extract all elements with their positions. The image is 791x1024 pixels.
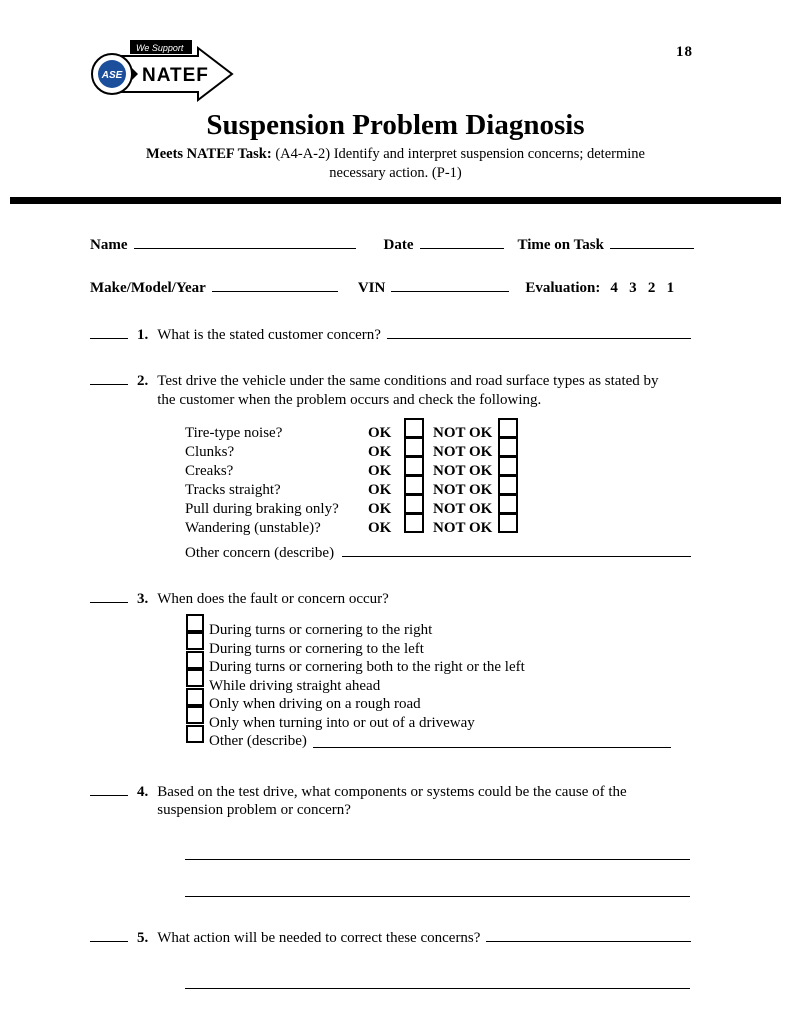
not-ok-checkbox[interactable] <box>498 513 518 533</box>
option-checkbox[interactable] <box>186 669 204 687</box>
check-row <box>185 424 791 443</box>
make-model-year-blank <box>212 277 338 292</box>
question-2 <box>90 370 691 409</box>
not-ok-label: NOT OK <box>433 463 493 480</box>
q1-number: 1. <box>137 327 149 344</box>
q1-status-blank <box>90 324 128 339</box>
time-on-task-label: Time on Task <box>517 237 604 254</box>
option-checkbox[interactable] <box>186 632 204 650</box>
check-item-label: Tracks straight? <box>185 482 281 499</box>
check-item-label: Tire-type noise? <box>185 425 283 442</box>
identity-row <box>90 234 696 254</box>
natef-task-subtitle <box>0 145 791 183</box>
natef-label: NATEF <box>142 65 209 86</box>
option-label: Only when turning into or out of a driveway <box>209 714 475 731</box>
other-concern-label: Other concern (describe) <box>185 545 335 562</box>
q2-text-line2: the customer when the problem occurs and check the following. <box>157 391 542 408</box>
q5-answer-line <box>185 988 690 989</box>
question-1 <box>90 324 691 344</box>
q4-text-line2: suspension problem or concern? <box>157 802 351 819</box>
name-blank <box>134 234 356 249</box>
check-row <box>185 462 791 481</box>
q3-text: When does the fault or concern occur? <box>157 591 389 608</box>
ok-label: OK <box>368 463 392 480</box>
not-ok-label: NOT OK <box>433 482 493 499</box>
option-row <box>186 714 791 733</box>
ok-checkbox[interactable] <box>404 418 424 438</box>
ase-label: ASE <box>101 70 123 81</box>
vehicle-row <box>90 277 696 297</box>
evaluation-label: Evaluation: <box>525 280 601 297</box>
ok-label: OK <box>368 482 392 499</box>
q5-status-blank <box>90 927 128 942</box>
option-row <box>186 640 791 659</box>
q3-option-list <box>186 621 791 751</box>
q5-number: 5. <box>137 930 149 947</box>
q4-status-blank <box>90 781 128 796</box>
date-blank <box>420 234 504 249</box>
page-title: Suspension Problem Diagnosis <box>206 109 585 141</box>
question-4 <box>90 781 691 820</box>
option-label: During turns or cornering to the right <box>209 622 433 639</box>
vin-label: VIN <box>357 280 386 297</box>
q3-status-blank <box>90 588 128 603</box>
we-support-label: We Support <box>136 43 184 53</box>
evaluation-scale: 4 3 2 1 <box>610 280 675 297</box>
ok-label: OK <box>368 520 392 537</box>
option-checkbox[interactable] <box>186 706 204 724</box>
make-model-year-label: Make/Model/Year <box>90 280 206 297</box>
q2-text <box>157 372 658 409</box>
q1-answer-blank <box>387 324 691 339</box>
ok-label: OK <box>368 501 392 518</box>
option-checkbox[interactable] <box>186 614 204 632</box>
page-number: 18 <box>676 44 693 60</box>
question-3 <box>90 588 691 608</box>
task-label: Meets NATEF Task: <box>146 146 272 163</box>
q4-answer-line <box>185 896 690 897</box>
other-option-blank <box>313 733 671 748</box>
ok-checkbox[interactable] <box>404 475 424 495</box>
ok-checkbox[interactable] <box>404 513 424 533</box>
check-item-label: Clunks? <box>185 444 235 461</box>
not-ok-label: NOT OK <box>433 425 493 442</box>
not-ok-checkbox[interactable] <box>498 456 518 476</box>
option-row-other <box>186 732 671 751</box>
ok-label: OK <box>368 425 392 442</box>
check-item-label: Creaks? <box>185 463 234 480</box>
question-5 <box>90 927 691 947</box>
check-row <box>185 500 791 519</box>
option-row <box>186 621 791 640</box>
check-item-label: Wandering (unstable)? <box>185 520 321 537</box>
option-checkbox[interactable] <box>186 688 204 706</box>
check-item-label: Pull during braking only? <box>185 501 339 518</box>
ok-checkbox[interactable] <box>404 437 424 457</box>
option-row <box>186 695 791 714</box>
task-text-line1: (A4-A-2) Identify and interpret suspension concerns; determine <box>275 146 645 163</box>
option-row <box>186 658 791 677</box>
vin-blank <box>391 277 509 292</box>
check-row <box>185 519 791 538</box>
q2-status-blank <box>90 370 128 385</box>
not-ok-label: NOT OK <box>433 520 493 537</box>
q2-check-table <box>185 424 791 538</box>
q4-text <box>157 783 626 820</box>
q4-answer-line <box>185 859 690 860</box>
natef-logo-graphic <box>86 38 236 102</box>
time-on-task-blank <box>610 234 694 249</box>
not-ok-label: NOT OK <box>433 444 493 461</box>
q4-number: 4. <box>137 783 149 800</box>
natef-logo <box>86 38 236 107</box>
check-row <box>185 443 791 462</box>
q1-text: What is the stated customer concern? <box>157 327 381 344</box>
not-ok-checkbox[interactable] <box>498 475 518 495</box>
not-ok-checkbox[interactable] <box>498 494 518 514</box>
not-ok-checkbox[interactable] <box>498 437 518 457</box>
other-concern-blank <box>342 542 691 557</box>
task-text-line2: necessary action. (P-1) <box>329 165 462 182</box>
not-ok-checkbox[interactable] <box>498 418 518 438</box>
option-row <box>186 677 791 696</box>
ok-checkbox[interactable] <box>404 456 424 476</box>
q2-other-concern <box>185 542 691 562</box>
ok-label: OK <box>368 444 392 461</box>
name-label: Name <box>90 237 128 254</box>
q5-text: What action will be needed to correct these concerns? <box>157 930 481 947</box>
q5-answer-blank <box>486 927 691 942</box>
q3-number: 3. <box>137 591 149 608</box>
task-line-1 <box>0 145 791 164</box>
option-label: While driving straight ahead <box>209 677 381 694</box>
option-label: Only when driving on a rough road <box>209 696 421 713</box>
divider-rule <box>10 197 781 204</box>
option-label: During turns or cornering to the left <box>209 640 424 657</box>
q4-text-line1: Based on the test drive, what components or systems could be the cause of the <box>157 783 627 800</box>
option-label: During turns or cornering both to the right or the left <box>209 659 525 676</box>
not-ok-label: NOT OK <box>433 501 493 518</box>
check-row <box>185 481 791 500</box>
date-label: Date <box>383 237 414 254</box>
q2-number: 2. <box>137 373 149 390</box>
ok-checkbox[interactable] <box>404 494 424 514</box>
other-option-label: Other (describe) <box>209 733 307 750</box>
option-checkbox[interactable] <box>186 651 204 669</box>
option-checkbox[interactable] <box>186 725 204 743</box>
q2-text-line1: Test drive the vehicle under the same conditions and road surface types as stated by <box>157 373 659 390</box>
